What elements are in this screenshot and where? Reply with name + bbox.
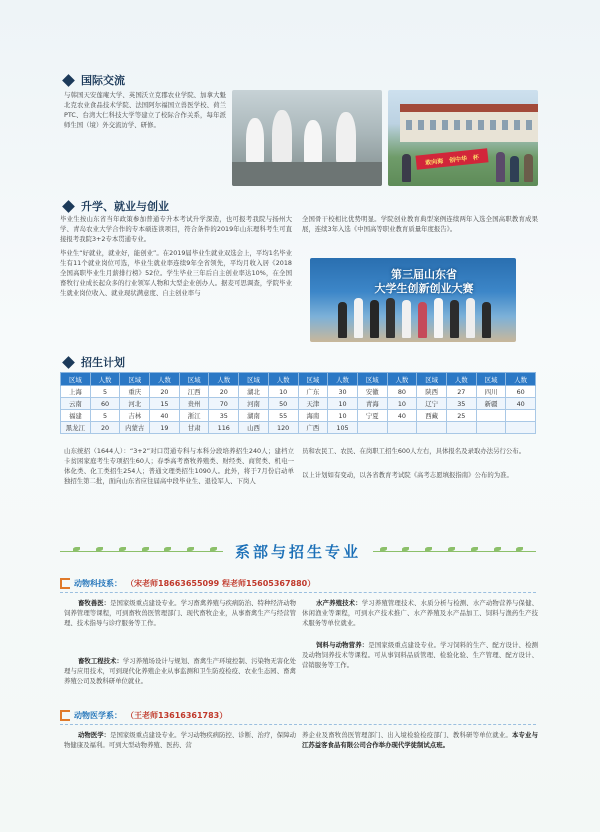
employment-text-2: 毕业生“好就业，就业好，能创业”。在2019届毕业生就业双选会上，平均1名毕业生有11个就业岗位可选，毕业生就业率连续9年全省领先，平均月收入居《2018全国高职毕业生月薪排行榜》52位。学生毕业三年后自主创业率达10%，在全国畜牧行业成长起众多的行业领军人物和大型企业创办人。据麦可思调查，学院毕业生就业岗位收入、就业现状满意度、自主创业率与 bbox=[60, 249, 292, 297]
apprenticeship-note: 本专业与江苏益客食品有限公司合作举办现代学徒制试点班。 bbox=[302, 731, 539, 749]
animal-science-contact: （宋老师18663655099 程老师15605367880） bbox=[126, 578, 316, 588]
lab-photo bbox=[232, 90, 382, 186]
col-region: 区域 bbox=[239, 373, 269, 386]
table-cell: 40 bbox=[506, 398, 536, 410]
table-cell: 天津 bbox=[298, 398, 328, 410]
animal-science-heading: 动物科技系： （宋老师18663655099 程老师15605367880） bbox=[60, 576, 536, 590]
table-cell: 30 bbox=[328, 386, 358, 398]
col-count: 人数 bbox=[90, 373, 120, 386]
table-cell: 广东 bbox=[298, 386, 328, 398]
table-cell: 5 bbox=[90, 386, 120, 398]
table-cell: 10 bbox=[387, 398, 417, 410]
diamond-bullet-icon bbox=[62, 356, 75, 369]
col-count: 人数 bbox=[446, 373, 476, 386]
bracket-icon bbox=[60, 578, 70, 589]
table-cell: 10 bbox=[268, 386, 298, 398]
table-cell: 27 bbox=[446, 386, 476, 398]
table-cell: 新疆 bbox=[476, 398, 506, 410]
table-cell: 20 bbox=[150, 386, 180, 398]
table-cell: 吉林 bbox=[120, 410, 150, 422]
table-cell: 105 bbox=[328, 422, 358, 434]
col-count: 人数 bbox=[506, 373, 536, 386]
international-heading: 国际交流 bbox=[64, 72, 125, 88]
col-region: 区域 bbox=[61, 373, 91, 386]
bracket-icon bbox=[60, 710, 70, 721]
table-cell: 116 bbox=[209, 422, 239, 434]
table-row bbox=[61, 422, 536, 434]
table-cell: 山西 bbox=[239, 422, 269, 434]
table-cell: 江西 bbox=[179, 386, 209, 398]
table-cell bbox=[417, 422, 447, 434]
table-row bbox=[61, 386, 536, 398]
table-cell: 黑龙江 bbox=[61, 422, 91, 434]
table-cell: 河北 bbox=[120, 398, 150, 410]
table-cell: 河南 bbox=[239, 398, 269, 410]
table-cell: 60 bbox=[506, 386, 536, 398]
table-row bbox=[61, 410, 536, 422]
table-cell bbox=[506, 422, 536, 434]
table-cell: 四川 bbox=[476, 386, 506, 398]
major-husbandry-engineering: 畜牧工程技术：学习养殖场设计与规划、畜禽生产环境控制、污染物无害化处理与应用技术，可到现代化养殖企业从事监测和卫生防疫检疫、农业生态园、畜禽养殖公司及教科研单位就业。 bbox=[64, 657, 297, 685]
col-count: 人数 bbox=[268, 373, 298, 386]
table-cell: 广西 bbox=[298, 422, 328, 434]
table-cell: 10 bbox=[328, 410, 358, 422]
table-cell: 辽宁 bbox=[417, 398, 447, 410]
table-cell bbox=[476, 410, 506, 422]
group-banner: 敢向海 创中华 杯 bbox=[415, 148, 488, 169]
table-row bbox=[61, 398, 536, 410]
table-cell: 20 bbox=[90, 422, 120, 434]
major-aquaculture: 水产养殖技术：学习养殖管理技术、水质分析与检测、水产动物营养与保健、休闲渔业等课程，可到水产技术推广、水产养殖及水产品加工、饲料与渔药生产技术服务等单位就业。 bbox=[302, 599, 539, 627]
table-cell: 湖南 bbox=[239, 410, 269, 422]
table-cell: 55 bbox=[268, 410, 298, 422]
table-cell bbox=[387, 422, 417, 434]
table-cell: 120 bbox=[268, 422, 298, 434]
animal-medicine-contact: （王老师13616361783） bbox=[126, 710, 228, 720]
col-region: 区域 bbox=[417, 373, 447, 386]
stage-line-2: 大学生创新创业大赛 bbox=[374, 282, 474, 295]
diamond-bullet-icon bbox=[62, 74, 75, 87]
table-cell: 15 bbox=[150, 398, 180, 410]
enrollment-text-left: 山东统招（1644人）：“3+2”对口贯通专科与本科分段培养招生240人；建档立卡贫困家庭考生专项招生60人；春季高考畜牧养殖类、财经类、商贸类、机电一体化类、化工类招生254人；普通文理类招生1090人。此外，将于7月份启动单独招生第二批，面向山东省应往届高中段毕业生、退役军人、下岗人 bbox=[64, 447, 294, 485]
enrollment-text-right-1: 员和农民工、农民、在岗职工招生600人左右，具体报名及录取办法另行公布。 bbox=[302, 447, 526, 455]
table-cell: 甘肃 bbox=[179, 422, 209, 434]
col-count: 人数 bbox=[328, 373, 358, 386]
table-cell: 青海 bbox=[357, 398, 387, 410]
table-cell: 5 bbox=[90, 410, 120, 422]
competition-photo bbox=[310, 258, 516, 342]
international-text: 与韩国天安莲庵大学、英国沃立克郡农业学院、加拿大魁北克农业食品技术学院、法国阿尔福国立兽医学校、荷兰PTC、台湾大仁科技大学等建立了校际合作关系，每年派师生国（境）外交流访学、研修。 bbox=[64, 91, 226, 129]
table-cell: 19 bbox=[150, 422, 180, 434]
table-cell: 内蒙古 bbox=[120, 422, 150, 434]
vine-left-icon bbox=[60, 545, 223, 557]
major-animal-husbandry: 畜牧兽医：是国家级重点建设专业。学习畜禽养殖与疾病防治、特种经济动物饲养管理等课程，可到畜牧兽医管理部门、现代畜牧企业，从事畜禽生产与经营管理、技术指导与诊疗服务等工作。 bbox=[64, 599, 296, 627]
table-cell: 安徽 bbox=[357, 386, 387, 398]
col-region: 区域 bbox=[298, 373, 328, 386]
table-cell: 50 bbox=[268, 398, 298, 410]
table-cell bbox=[357, 422, 387, 434]
table-cell: 40 bbox=[387, 410, 417, 422]
enrollment-heading: 招生计划 bbox=[64, 354, 125, 370]
table-cell: 60 bbox=[90, 398, 120, 410]
table-cell: 海南 bbox=[298, 410, 328, 422]
major-veterinary-medicine: 动物医学：是国家级重点建设专业。学习动物疾病防控、诊断、治疗，保障动物健康及福利。可到大型动物养殖、医药、营 bbox=[64, 731, 296, 749]
table-cell: 福建 bbox=[61, 410, 91, 422]
campus-photo bbox=[388, 90, 538, 186]
major-feed-nutrition: 饲料与动物营养：是国家级重点建设专业。学习饲料的生产、配方设计、检测及动物饲养技术等课程。可从事饲料品质管理、检验化验、生产管理、配方设计、营销服务等工作。 bbox=[302, 641, 539, 669]
table-cell: 80 bbox=[387, 386, 417, 398]
col-count: 人数 bbox=[209, 373, 239, 386]
enrollment-text-right-2: 以上计划如有变动，以各省教育考试院《高考志愿填报指南》公布的为准。 bbox=[302, 471, 513, 479]
employment-heading: 升学、就业与创业 bbox=[64, 198, 169, 214]
table-cell: 上海 bbox=[61, 386, 91, 398]
enrollment-table bbox=[60, 372, 536, 434]
departments-banner bbox=[60, 536, 536, 566]
table-cell: 20 bbox=[209, 386, 239, 398]
col-count: 人数 bbox=[387, 373, 417, 386]
employment-text-3: 全国骨干校相比优势明显。学院创业教育典型案例连续两年入选全国高职教育成果展，连续3年入选《中国高等职业教育质量年度报告》。 bbox=[302, 215, 538, 233]
table-cell: 70 bbox=[209, 398, 239, 410]
table-cell: 湖北 bbox=[239, 386, 269, 398]
table-cell: 25 bbox=[446, 410, 476, 422]
table-cell: 35 bbox=[446, 398, 476, 410]
animal-medicine-heading: 动物医学系： （王老师13616361783） bbox=[60, 708, 536, 722]
table-cell bbox=[446, 422, 476, 434]
col-region: 区域 bbox=[357, 373, 387, 386]
vine-right-icon bbox=[373, 545, 536, 557]
table-cell bbox=[476, 422, 506, 434]
table-cell: 重庆 bbox=[120, 386, 150, 398]
table-cell: 宁夏 bbox=[357, 410, 387, 422]
col-count: 人数 bbox=[150, 373, 180, 386]
table-cell: 10 bbox=[328, 398, 358, 410]
major-veterinary-medicine-cont: 养企业及畜牧兽医管理部门、出入境检验检疫部门、教科研等单位就业。本专业与江苏益客食品有限公司合作举办现代学徒制试点班。 bbox=[302, 731, 539, 749]
diamond-bullet-icon bbox=[62, 200, 75, 213]
departments-title: 系部与招生专业 bbox=[235, 542, 362, 561]
col-region: 区域 bbox=[120, 373, 150, 386]
table-cell: 40 bbox=[150, 410, 180, 422]
table-header-row bbox=[61, 373, 536, 386]
employment-text-1: 毕业生按山东省当年政策参加普通专升本考试升学深造，也可报考我院与扬州大学、青岛农业大学合作的专本硕连读项目，符合条件的2019年山东理科考生可直接报考我院3+2专本贯通专业。 bbox=[60, 215, 292, 243]
table-cell bbox=[506, 410, 536, 422]
table-cell: 西藏 bbox=[417, 410, 447, 422]
table-cell: 贵州 bbox=[179, 398, 209, 410]
col-region: 区域 bbox=[179, 373, 209, 386]
table-cell: 陕西 bbox=[417, 386, 447, 398]
col-region: 区域 bbox=[476, 373, 506, 386]
stage-line-1: 第三届山东省 bbox=[391, 268, 457, 281]
table-cell: 浙江 bbox=[179, 410, 209, 422]
table-cell: 35 bbox=[209, 410, 239, 422]
table-cell: 云南 bbox=[61, 398, 91, 410]
